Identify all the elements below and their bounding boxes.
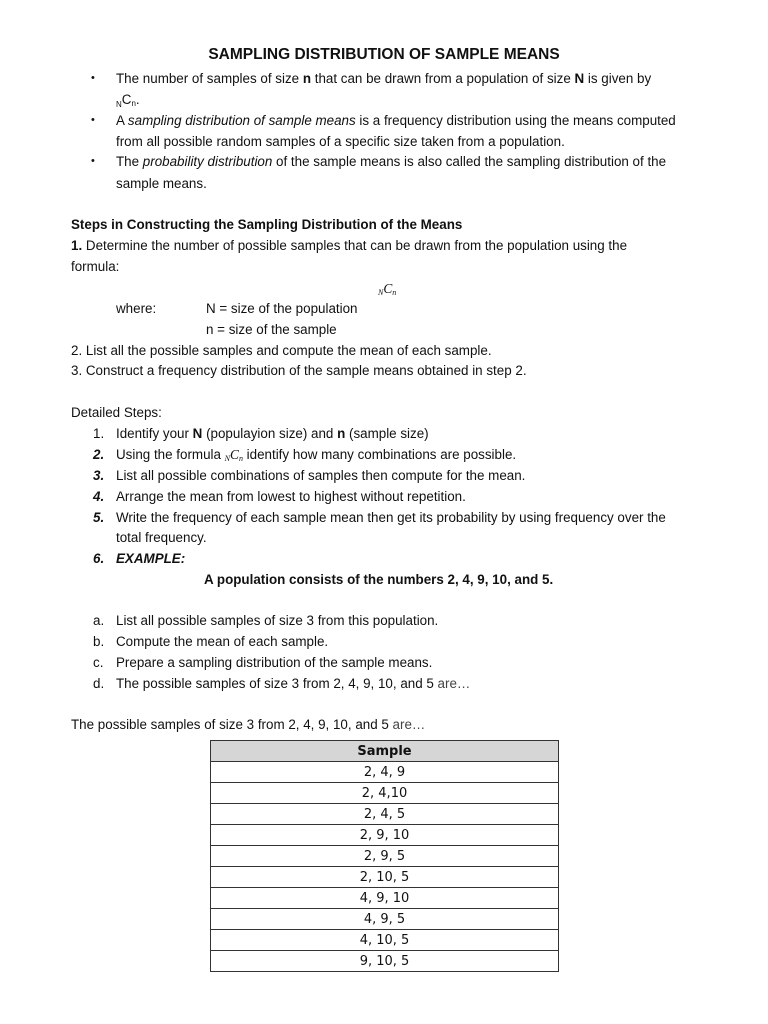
detailed-step-5-number: 5.: [93, 510, 105, 525]
table-row: [211, 846, 559, 867]
formula-C: C: [230, 447, 239, 462]
bullet-2-text-a: A: [116, 113, 128, 128]
bullet-2-line-2: from all possible random samples of a specific size taken from a population.: [116, 134, 565, 149]
bullet-3-line-2: sample means.: [116, 176, 207, 191]
bullet-1-formula: [116, 92, 140, 113]
example-statement: A population consists of the numbers 2, 4, 9, 10, and 5.: [204, 572, 554, 587]
task-b-letter: b.: [93, 634, 105, 649]
table-row: [211, 804, 559, 825]
detailed-step-3: List all possible combinations of samples then compute for the mean.: [116, 468, 526, 483]
formula-N-subscript: N: [224, 454, 231, 463]
table-intro: [71, 717, 425, 733]
definition-N: N = size of the population: [206, 301, 358, 316]
bullet-1-line-1: [116, 71, 651, 87]
task-d-tail: are…: [437, 676, 471, 691]
table-cell: 9, 10, 5: [211, 951, 559, 972]
task-a: List all possible samples of size 3 from this population.: [116, 613, 439, 628]
step-1-formula: [378, 281, 396, 301]
bullet-2-line-1: [116, 113, 676, 129]
detailed-step-2-formula: [225, 447, 243, 462]
formula-n-subscript: n: [238, 454, 243, 463]
table-cell: 2, 9, 10: [211, 825, 559, 846]
task-d: [116, 676, 470, 692]
bullet-3-line-1: [116, 154, 666, 170]
table-cell: 2, 4, 9: [211, 762, 559, 783]
table-cell: 2, 4,10: [211, 783, 559, 804]
page-title: SAMPLING DISTRIBUTION OF SAMPLE MEANS: [208, 46, 560, 63]
task-c: Prepare a sampling distribution of the sample means.: [116, 655, 433, 670]
formula-C: C: [121, 92, 132, 107]
detailed-step-3-number: 3.: [93, 468, 105, 483]
table-intro-tail: are…: [392, 717, 426, 732]
samples-table: [210, 740, 559, 972]
bullet-3-text-a: The: [116, 154, 143, 169]
step-1-line-1: [71, 238, 627, 254]
bullet-3-text-b: of the sample means is also called the sampling distribution of the: [272, 154, 667, 169]
table-cell: 4, 9, 5: [211, 909, 559, 930]
column-header-sample: Sample: [211, 741, 559, 762]
detailed-step-1-n: n: [337, 426, 346, 441]
table-row: [211, 909, 559, 930]
task-c-letter: c.: [93, 655, 104, 670]
table-row: [211, 930, 559, 951]
formula-n-subscript: n: [392, 288, 397, 297]
task-a-letter: a.: [93, 613, 105, 628]
bullet-1-text-a: The number of samples of size: [116, 71, 303, 86]
formula-n-subscript: n: [131, 99, 136, 108]
bullet-3-term: probability distribution: [142, 154, 273, 169]
bullet-marker: •: [91, 114, 95, 126]
formula-period: .: [135, 92, 140, 107]
formula-C: C: [383, 281, 393, 296]
table-row: [211, 762, 559, 783]
table-cell: 2, 9, 5: [211, 846, 559, 867]
where-label: where:: [116, 301, 157, 316]
step-1-number: 1.: [71, 238, 83, 253]
step-2: 2. List all the possible samples and compute the mean of each sample.: [71, 343, 492, 358]
step-1-text: Determine the number of possible samples that can be drawn from the population using the: [82, 238, 628, 253]
table-cell: 4, 10, 5: [211, 930, 559, 951]
bullet-marker: •: [91, 155, 95, 167]
task-b: Compute the mean of each sample.: [116, 634, 329, 649]
detailed-step-1-text-c: (sample size): [345, 426, 429, 441]
bullet-1-N: N: [574, 71, 585, 86]
detailed-steps-heading: Detailed Steps:: [71, 405, 162, 420]
task-d-text: The possible samples of size 3 from 2, 4, 9, 10, and 5: [116, 676, 438, 691]
detailed-step-2-text-a: Using the formula: [116, 447, 225, 462]
table-intro-text: The possible samples of size 3 from 2, 4, 9, 10, and 5: [71, 717, 393, 732]
detailed-step-1-N: N: [192, 426, 203, 441]
definition-n: n = size of the sample: [206, 322, 337, 337]
detailed-step-1-number: 1.: [93, 426, 105, 441]
bullet-1-text-c: is given by: [584, 71, 652, 86]
detailed-step-1: [116, 426, 429, 442]
detailed-step-4-number: 4.: [93, 489, 105, 504]
detailed-step-1-text-a: Identify your: [116, 426, 193, 441]
bullet-1-text-b: that can be drawn from a population of size: [311, 71, 575, 86]
detailed-step-2: [116, 447, 516, 467]
detailed-step-1-text-b: (populayion size) and: [202, 426, 338, 441]
table-row: [211, 867, 559, 888]
bullet-1-n: n: [302, 71, 311, 86]
formula-N-subscript: N: [378, 288, 384, 297]
bullet-2-term: sampling distribution of sample means: [127, 113, 356, 128]
example-label: EXAMPLE:: [116, 551, 186, 566]
detailed-step-6-number: 6.: [93, 551, 105, 566]
step-3: 3. Construct a frequency distribution of the sample means obtained in step 2.: [71, 363, 527, 378]
steps-heading: Steps in Constructing the Sampling Distribution of the Means: [71, 217, 463, 232]
bullet-2-text-b: is a frequency distribution using the means computed: [355, 113, 676, 128]
table-row: [211, 783, 559, 804]
formula-N-subscript: N: [116, 100, 122, 109]
detailed-step-4: Arrange the mean from lowest to highest without repetition.: [116, 489, 466, 504]
table-header-row: [211, 741, 559, 762]
table-cell: 2, 4, 5: [211, 804, 559, 825]
task-d-letter: d.: [93, 676, 105, 691]
bullet-marker: •: [91, 72, 95, 84]
table-row: [211, 888, 559, 909]
table-row: [211, 951, 559, 972]
detailed-step-5-line-1: Write the frequency of each sample mean then get its probability by using frequency over the: [116, 510, 666, 525]
step-1-line-2: formula:: [71, 259, 120, 274]
detailed-step-5-line-2: total frequency.: [116, 530, 207, 545]
detailed-step-2-text-b: identify how many combinations are possible.: [242, 447, 517, 462]
table-cell: 4, 9, 10: [211, 888, 559, 909]
detailed-step-2-number: 2.: [93, 447, 105, 462]
table-cell: 2, 10, 5: [211, 867, 559, 888]
table-row: [211, 825, 559, 846]
